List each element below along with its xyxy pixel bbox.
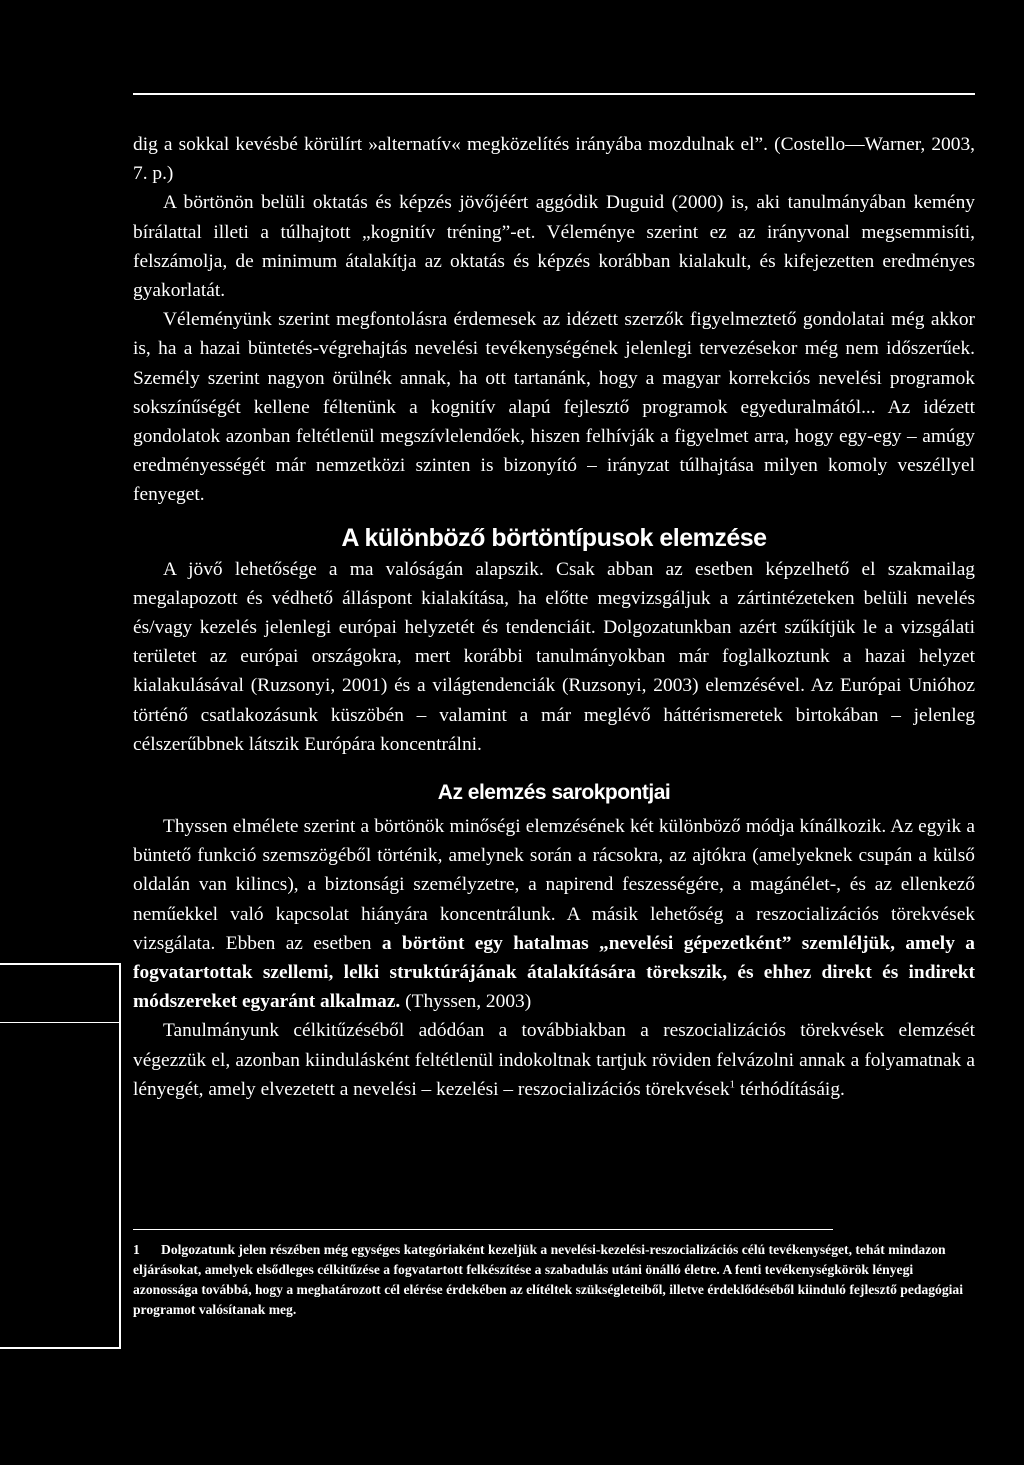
footnote-text: Dolgozatunk jelen részében még egységes kategóriaként kezeljük a nevelési-kezelési-reszocializációs célú tevékenységet, tehát mindazon eljárásokat, amelyek elsődleges célkitűzése a fogvatartott felkészítése a szabadulás utáni önálló életre. A fenti tevékenységkörök lényegi azonossága továbbá, hogy a meghatározott cél elérése érdekében az elítéltek szükségleteiből, illetve érdeklődéséből kiinduló fejlesztő pedagógiai programot valósítanak meg. [133,1242,963,1317]
paragraph-goal [133,1016,975,1104]
body-text [133,130,975,1104]
thyssen-bold: a börtönt egy hatalmas „nevelési gépezetként” szemléljük, amely a fogvatartottak szellemi, lelki struktúrájának átalakítására törekszik, és ehhez direkt és indirekt módszereket egyaránt alkalmaz. [133,932,975,1013]
top-rule [133,93,975,95]
footnote-number: 1 [133,1242,140,1257]
section-heading-sub: Az elemzés sarokpontjai [437,781,671,805]
goal-text: Tanulmányunk célkitűzéséből adódóan a továbbiakban a reszocializációs törekvések elemzését végezzük el, azonban kiindulásként feltétlenül indokoltnak tartjuk röviden felvázolni annak a folyamatnak a lényegét, amely elvezetett a nevelési – kezelési – reszocializációs törekvések [133,1020,975,1100]
footnote-rule [133,1229,833,1230]
margin-line [0,1022,121,1023]
margin-box [0,963,121,1349]
paragraph-future: A jövő lehetősége a ma valóságán alapszik. Csak abban az esetben képzelhető el szakmailag megalapozott és védhető álláspont kialakítása, ha előtte megvizsgáljuk a zártintézeteken belüli nevelés és/vagy kezelés jelenlegi európai helyzetét és tendenciáit. Dolgozatunkban azért szűkítjük le a vizsgálati területet az európai országokra, mert korábbi tanulmányokban már foglalkoztunk a hazai helyzet kialakulásával (Ruzsonyi, 2001) és a világtendenciák (Ruzsonyi, 2003) elemzésével. Az Európai Unióhoz történő csatlakozásunk küszöbén – valamint a már meglévő háttérismeretek birtokában – jelenleg célszerűbbnek látszik Európára koncentrálni. [133,558,975,755]
footnote-ref: 1 [729,1078,736,1091]
paragraph-opinion: Véleményünk szerint megfontolásra érdemesek az idézett szerzők figyelmeztető gondolatai még akkor is, ha a hazai büntetés-végrehajtás nevelési tevékenységének jelenlegi tervezésekor még nem időszerűek. Személy szerint nagyon örülnék annak, ha ott tartanánk, hogy a magyar korrekciós nevelési programok sokszínűségét kellene féltenünk a kognitív alapú fejlesztő programok egyeduralmától... Az idézett gondolatok azonban feltétlenül megszívlelendőek, hiszen felhívják a figyelmet arra, hogy egy-egy – amúgy eredményességét már nemzetközi szinten is bizonyító – irányzat túlhajtása milyen komoly veszéllyel fenyeget. [133,309,975,506]
paragraph-thyssen [133,812,975,1016]
goal-end: térhódításáig. [735,1078,845,1100]
footnote [133,1240,975,1320]
paragraph-continuation: dig a sokkal kevésbé körülírt »alternatív« megközelítés irányába mozdulnak el”. (Costello—Warner, 2003, 7. p.) [133,134,975,185]
paragraph-duguid: A börtönön belüli oktatás és képzés jövőjéért aggódik Duguid (2000) is, aki tanulmányában kemény bírálattal illeti a túlhajtott „kognitív tréning”-et. Véleménye szerint ez az irányvonal megsemmisíti, felszámolja, de minimum átalakítja az oktatás és képzés korábban kialakult, és kifejezetten eredményes gyakorlatát. [133,192,975,302]
thyssen-citation: (Thyssen, 2003) [400,991,532,1013]
thyssen-lead: Thyssen elmélete szerint a börtönök minőségi elemzésének két különböző módja kínálkozik. Az egyik a büntető funkció szemszögéből történik, amelynek során a rácsokra, az ajtókra (amelyeknek csupán a külső oldalán van kilincs), a biztonsági személyzetre, a napirend feszességére, a magánélet-, és az ellenkező neműekkel való kapcsolat hiányára koncentrálunk. A másik lehetőség a reszocializációs törekvések vizsgálata. Ebben az esetben [133,816,975,954]
section-heading-main: A különböző börtöntípusok elemzése [341,523,767,552]
